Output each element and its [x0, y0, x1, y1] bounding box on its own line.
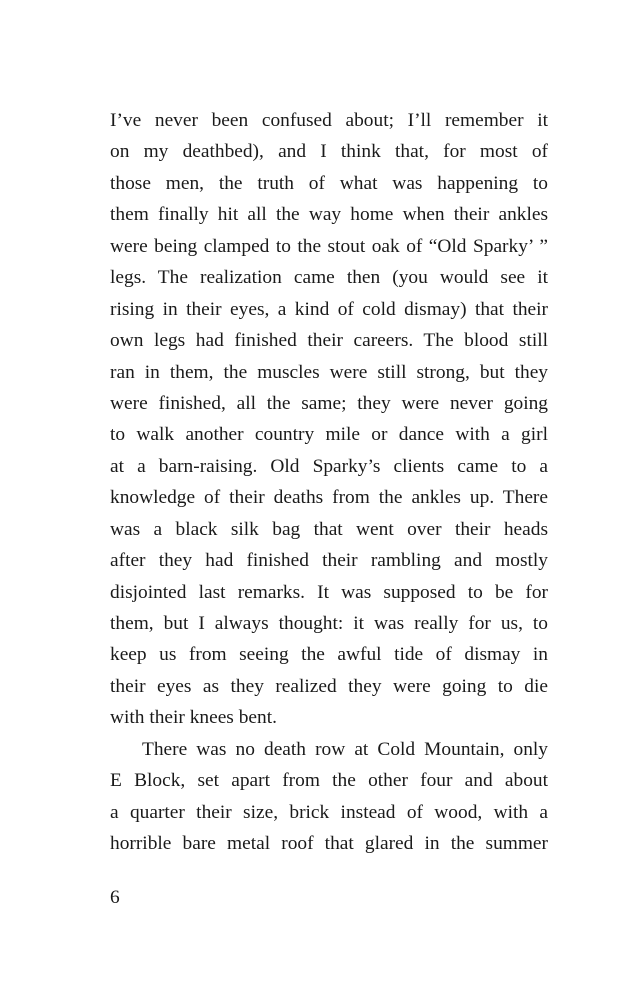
text-line: to walk another country mile or dance with a girl	[110, 424, 548, 446]
paragraph-start-line: There was no death row at Cold Mountain, only	[142, 738, 548, 760]
text-line: ran in them, the muscles were still strong, but they	[110, 361, 548, 383]
text-line: own legs had finished their careers. The blood still	[110, 330, 548, 352]
text-line: knowledge of their deaths from the ankles up. There	[110, 487, 548, 509]
text-line: rising in their eyes, a kind of cold dismay) that their	[110, 298, 548, 320]
text-line: keep us from seeing the awful tide of dismay in	[110, 644, 548, 666]
text-line: after they had finished their rambling and mostly	[110, 550, 548, 572]
text-line: horrible bare metal roof that glared in the summer	[110, 833, 548, 855]
text-line: at a barn-raising. Old Sparky’s clients came to a	[110, 455, 548, 477]
text-line: I’ve never been confused about; I’ll remember it	[110, 110, 548, 131]
text-line: E Block, set apart from the other four and about	[110, 770, 548, 792]
paragraph-end-line: with their knees bent.	[110, 707, 277, 729]
text-line: them, but I always thought: it was really for us, to	[110, 613, 548, 634]
text-line: were being clamped to the stout oak of “Old Sparky’ ”	[110, 235, 548, 257]
text-line: were finished, all the same; they were never going	[110, 392, 548, 414]
text-line: disjointed last remarks. It was supposed to be for	[110, 581, 548, 603]
text-line: on my deathbed), and I think that, for most of	[110, 141, 548, 163]
text-line: their eyes as they realized they were going to die	[110, 675, 548, 697]
text-line: those men, the truth of what was happening to	[110, 172, 548, 194]
text-line: legs. The realization came then (you would see it	[110, 267, 548, 289]
page-number: 6	[110, 887, 120, 908]
text-line: was a black silk bag that went over their heads	[110, 518, 548, 540]
text-line: them finally hit all the way home when their ankles	[110, 204, 548, 226]
body-text	[110, 105, 548, 860]
text-line: a quarter their size, brick instead of wood, with a	[110, 801, 548, 823]
